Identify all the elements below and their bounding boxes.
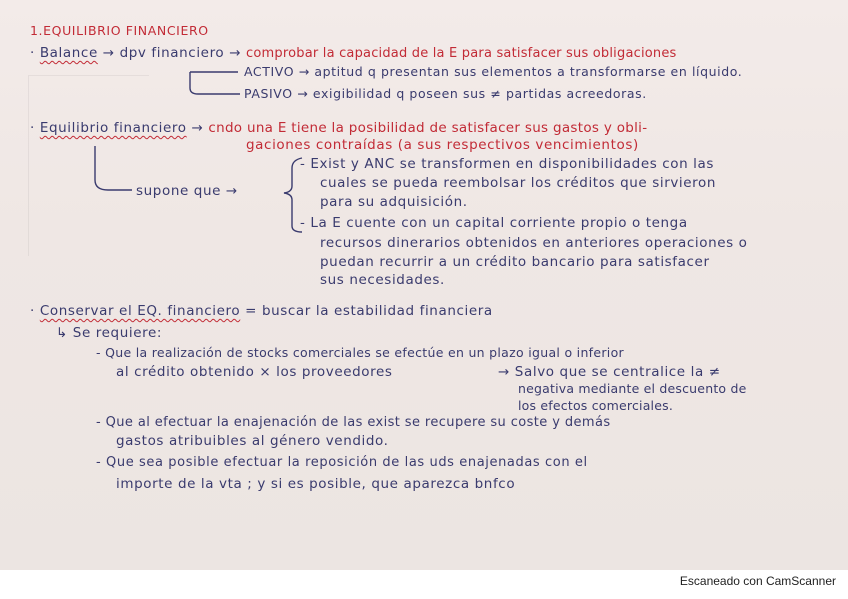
requisito-1-note-c: los efectos comerciales.	[518, 398, 674, 413]
requisito-1a: - Que la realización de stocks comerciales se efectúe en un plazo igual o inferior	[96, 345, 624, 360]
conservar-line	[30, 303, 493, 319]
balance-mid: dpv financiero	[119, 45, 225, 61]
conservar-term: Conservar el EQ. financiero	[39, 303, 241, 319]
balance-definition: comprobar la capacidad de la E para satisfacer sus obligaciones	[246, 46, 677, 61]
se-requiere: ↳ Se requiere:	[56, 325, 163, 341]
arrow: →	[298, 64, 310, 79]
activo-label: ACTIVO	[244, 64, 295, 79]
requisito-1-note-a: → Salvo que se centralice la ≠	[498, 364, 721, 380]
balance-line	[30, 45, 677, 62]
page-title: 1.EQUILIBRIO FINANCIERO	[30, 23, 209, 38]
activo-line	[244, 64, 742, 80]
conservar-rest: buscar la estabilidad financiera	[261, 303, 493, 319]
bullet: ·	[30, 120, 35, 136]
bullet: ·	[30, 45, 35, 61]
camscanner-watermark: Escaneado con CamScanner	[679, 574, 836, 588]
supone-item-1c: para su adquisición.	[320, 194, 468, 210]
requisito-1b: al crédito obtenido × los proveedores	[116, 364, 393, 380]
requisito-3a: - Que sea posible efectuar la reposición de las uds enajenadas con el	[96, 455, 588, 470]
supone-item-2c: puedan recurrir a un crédito bancario para satisfacer	[320, 254, 710, 270]
equilibrio-term: Equilibrio financiero	[39, 120, 187, 136]
supone-item-2b: recursos dinerarios obtenidos en anteriores operaciones o	[320, 235, 748, 251]
arrow: →	[229, 45, 242, 61]
requisito-1-note-b: negativa mediante el descuento de	[518, 381, 747, 396]
pasivo-line	[244, 86, 647, 102]
balance-term: Balance	[39, 45, 98, 61]
bullet: ·	[30, 303, 35, 319]
requisito-2a: - Que al efectuar la enajenación de las exist se recupere su coste y demás	[96, 415, 611, 430]
requisito-3b: importe de la vta ; y si es posible, que aparezca bnfco	[116, 476, 516, 492]
pasivo-text: exigibilidad q poseen sus ≠ partidas acreedoras.	[312, 86, 647, 101]
supone-item-2a: - La E cuente con un capital corriente propio o tenga	[300, 215, 688, 231]
equilibrio-line	[30, 120, 647, 136]
activo-text: aptitud q presentan sus elementos a transformarse en líquido.	[314, 64, 743, 79]
requisito-2b: gastos atribuibles al género vendido.	[116, 433, 389, 449]
supone-label: supone que →	[136, 183, 238, 199]
equilibrio-def-line2: gaciones contraídas (a sus respectivos vencimientos)	[246, 137, 639, 153]
supone-item-1a: - Exist y ANC se transformen en disponibilidades con las	[300, 156, 715, 172]
arrow: →	[102, 45, 115, 61]
supone-item-2d: sus necesidades.	[320, 272, 445, 288]
equilibrio-def-line1: cndo una E tiene la posibilidad de satisfacer sus gastos y obli-	[208, 120, 648, 136]
arrow: →	[297, 86, 309, 101]
equals-sign: =	[245, 303, 258, 319]
supone-item-1b: cuales se pueda reembolsar los créditos que sirvieron	[320, 175, 717, 191]
arrow: →	[191, 120, 204, 136]
pasivo-label: PASIVO	[244, 86, 293, 101]
